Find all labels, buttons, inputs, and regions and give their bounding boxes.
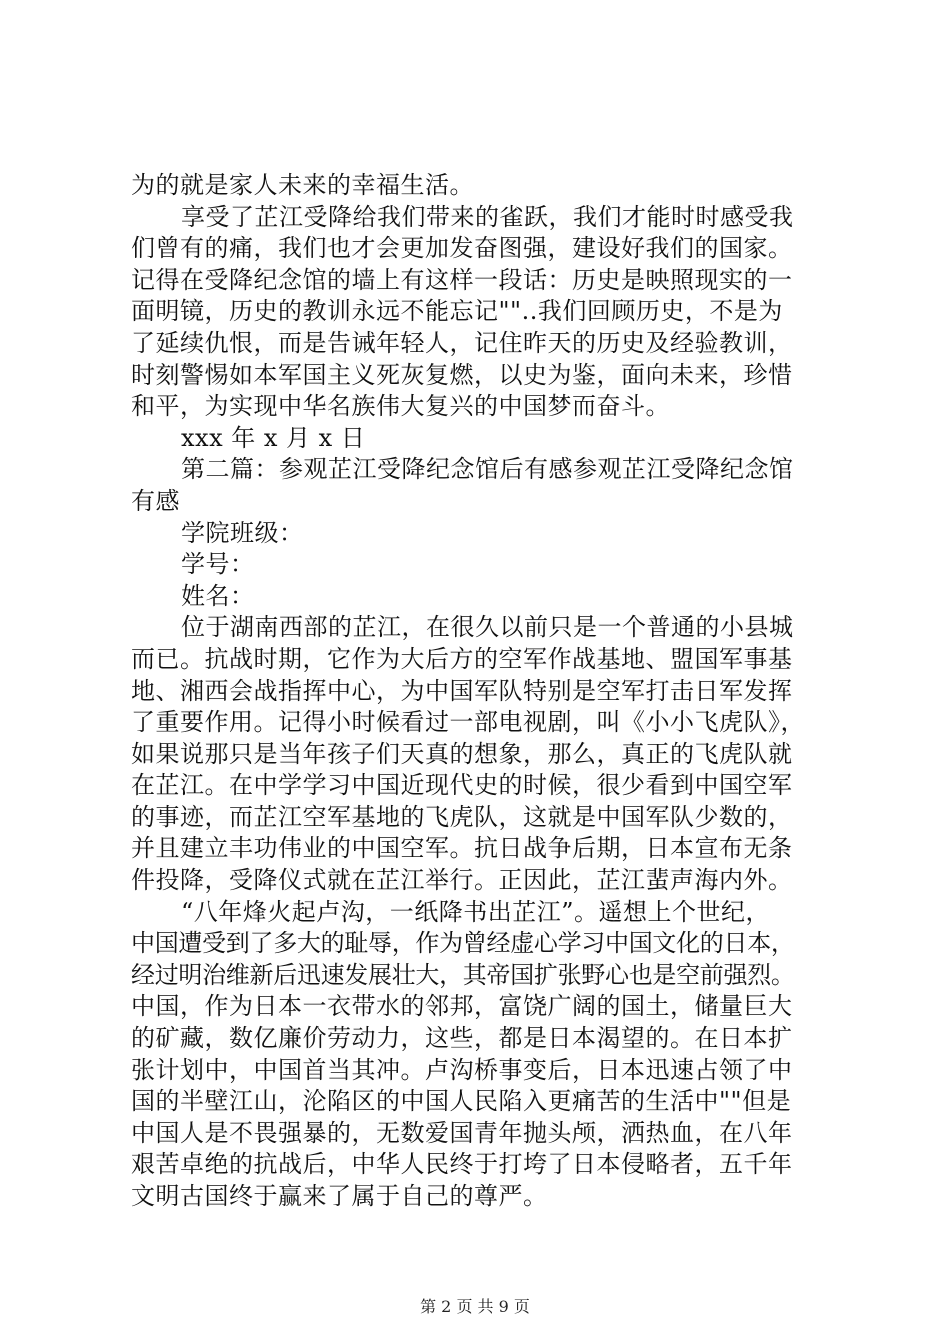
text-line: 为的就是家人未来的幸福生活。 <box>131 171 474 199</box>
text-line: 了重要作用。记得小时候看过一部电视剧，叫《小小飞虎队》， <box>131 708 805 737</box>
text-line: 和平，为实现中华名族伟大复兴的中国梦而奋斗。 <box>131 392 670 421</box>
page-number-footer: 第 2 页 共 9 页 <box>420 1297 530 1316</box>
text-line: 时刻警惕如本军国主义死灰复燃，以史为鉴，面向未来，珍惜 <box>131 360 793 389</box>
text-line: 在芷江。在中学学习中国近现代史的时候，很少看到中国空军 <box>131 771 793 800</box>
text-line: 经过明治维新后迅速发展壮大，其帝国扩张野心也是空前强烈。 <box>131 960 795 989</box>
text-line: 享受了芷江受降给我们带来的雀跃，我们才能时时感受我 <box>181 202 794 231</box>
text-line: 了延续仇恨，而是告诫年轻人，记住昨天的历史及经验教训， <box>131 328 793 357</box>
text-line: 的矿藏，数亿廉价劳动力，这些，都是日本渴望的。在日本扩 <box>131 1024 793 1053</box>
text-line: 件投降，受降仪式就在芷江举行。正因此，芷江蜚声海内外。 <box>131 866 793 895</box>
text-line: 中国遭受到了多大的耻辱，作为曾经虚心学习中国文化的日本， <box>131 929 795 958</box>
text-line: 们曾有的痛，我们也才会更加发奋图强，建设好我们的国家。 <box>131 234 793 263</box>
name-field-label: 姓名： <box>181 581 255 610</box>
text-line: 文明古国终于赢来了属于自己的尊严。 <box>131 1182 548 1210</box>
text-line: 中国人是不畏强暴的，无数爱国青年抛头颅，洒热血，在八年 <box>131 1118 793 1147</box>
text-line: 国的半壁江山，沦陷区的中国人民陷入更痛苦的生活中""但是 <box>131 1087 792 1116</box>
text-line: 位于湖南西部的芷江，在很久以前只是一个普通的小县城 <box>181 613 794 642</box>
text-line: 中国，作为日本一衣带水的邻邦，富饶广阔的国土，储量巨大 <box>131 992 793 1021</box>
document-body <box>131 170 831 1213</box>
class-field-label: 学院班级： <box>181 518 304 547</box>
text-line: “八年烽火起卢沟，一纸降书出芷江”。遥想上个世纪， <box>181 897 771 926</box>
text-line: 而已。抗战时期，它作为大后方的空军作战基地、盟国军事基 <box>131 644 793 673</box>
text-line: 并且建立丰功伟业的中国空军。抗日战争后期，日本宣布无条 <box>131 834 793 863</box>
student-id-field-label: 学号： <box>181 550 255 579</box>
date-line: xxx 年 x 月 x 日 <box>181 423 366 452</box>
section-heading-continued: 有感 <box>131 486 180 515</box>
text-line: 如果说那只是当年孩子们天真的想象，那么，真正的飞虎队就 <box>131 739 793 768</box>
text-line: 记得在受降纪念馆的墙上有这样一段话：历史是映照现实的一 <box>131 265 793 294</box>
text-line: 张计划中，中国首当其冲。卢沟桥事变后，日本迅速占领了中 <box>131 1055 793 1084</box>
text-line: 面明镜，历史的教训永远不能忘记""..我们回顾历史，不是为 <box>131 297 783 326</box>
text-line: 艰苦卓绝的抗战后，中华人民终于打垮了日本侵略者，五千年 <box>131 1150 793 1179</box>
section-heading: 第二篇：参观芷江受降纪念馆后有感参观芷江受降纪念馆 <box>181 455 794 484</box>
text-line: 地、湘西会战指挥中心，为中国军队特别是空军打击日军发挥 <box>131 676 793 705</box>
text-line: 的事迹，而芷江空军基地的飞虎队，这就是中国军队少数的， <box>131 802 793 831</box>
